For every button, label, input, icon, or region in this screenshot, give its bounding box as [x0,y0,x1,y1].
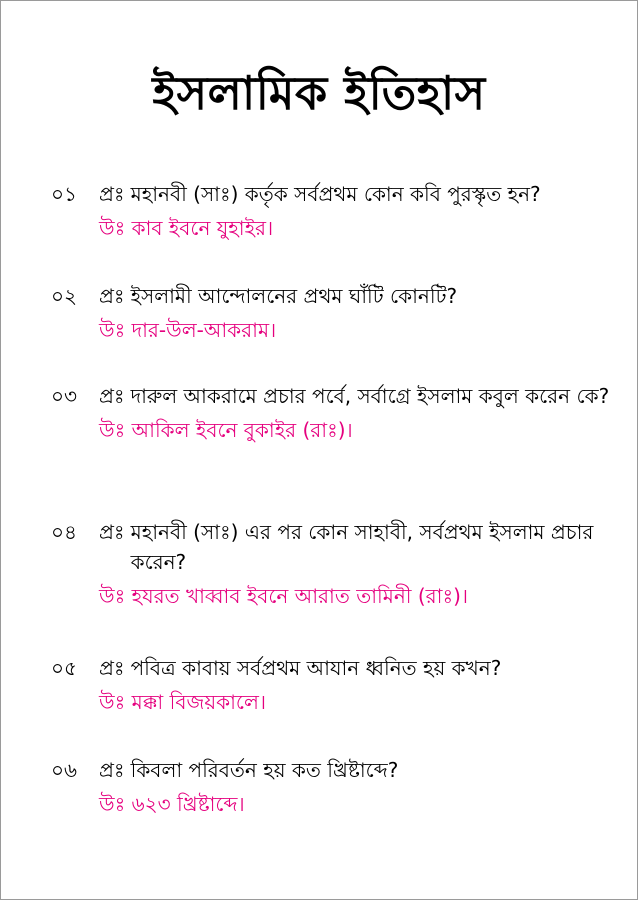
qa-item-03 [51,381,611,445]
question-number: ০১ [51,182,77,206]
answer-prefix: উঃ [99,690,126,714]
question-text: ইসলামী আন্দোলনের প্রথম ঘাঁটি কোনটি? [130,284,458,308]
answer-prefix: উঃ [99,584,126,608]
question-row [51,755,611,785]
answer-row [99,315,611,345]
question-row [51,381,611,411]
question-text: মহানবী (সাঃ) কর্তৃক সর্বপ্রথম কোন কবি পুরস্কৃত হন? [130,182,541,206]
answer-row [99,581,611,611]
question-text: দারুল আকরামে প্রচার পর্বে, সর্বাগ্রে ইসলাম কবুল করেন কে? [130,384,610,408]
question-text: পবিত্র কাবায় সর্বপ্রথম আযান ধ্বনিত হয় কখন? [130,656,502,680]
question-row [51,653,611,683]
answer-prefix: উঃ [99,792,126,816]
question-prefix: প্রঃ [99,758,125,782]
answer-row [99,415,611,445]
question-row [51,281,611,311]
question-number: ০২ [51,284,78,308]
answer-text: আকিল ইবনে বুকাইর (রাঃ)। [131,418,353,442]
question-prefix: প্রঃ [99,384,125,408]
question-number: ০৪ [51,520,77,544]
answer-text: হযরত খাব্বাব ইবনে আরাত তামিনী (রাঃ)। [131,584,469,608]
qa-item-04 [51,517,611,611]
answer-prefix: উঃ [99,216,126,240]
qa-item-02 [51,281,611,345]
answer-text: কাব ইবনে যুহাইর। [131,216,274,240]
question-text: মহানবী (সাঃ) এর পর কোন সাহাবী, সর্বপ্রথম ইসলাম প্রচার করেন? [130,520,594,574]
question-number: ০৩ [51,384,78,408]
qa-item-05 [51,653,611,717]
question-prefix: প্রঃ [99,520,125,544]
answer-row [99,789,611,819]
qa-item-06 [51,755,611,819]
answer-row [99,213,611,243]
page-title: ইসলামিক ইতিহাস [152,66,486,120]
question-prefix: প্রঃ [99,656,125,680]
answer-row [99,687,611,717]
question-row [51,517,611,577]
qa-item-01 [51,179,611,243]
answer-text: দার-উল-আকরাম। [131,318,277,342]
question-prefix: প্রঃ [99,182,125,206]
question-text: কিবলা পরিবর্তন হয় কত খ্রিষ্টাব্দে? [130,758,399,782]
answer-text: ৬২৩ খ্রিষ্টাব্দে। [131,792,245,816]
question-prefix: প্রঃ [99,284,125,308]
answer-text: মক্কা বিজয়কালে। [131,690,267,714]
question-row [51,179,611,209]
question-number: ০৬ [51,758,78,782]
question-number: ০৫ [51,656,77,680]
answer-prefix: উঃ [99,318,126,342]
answer-prefix: উঃ [99,418,126,442]
